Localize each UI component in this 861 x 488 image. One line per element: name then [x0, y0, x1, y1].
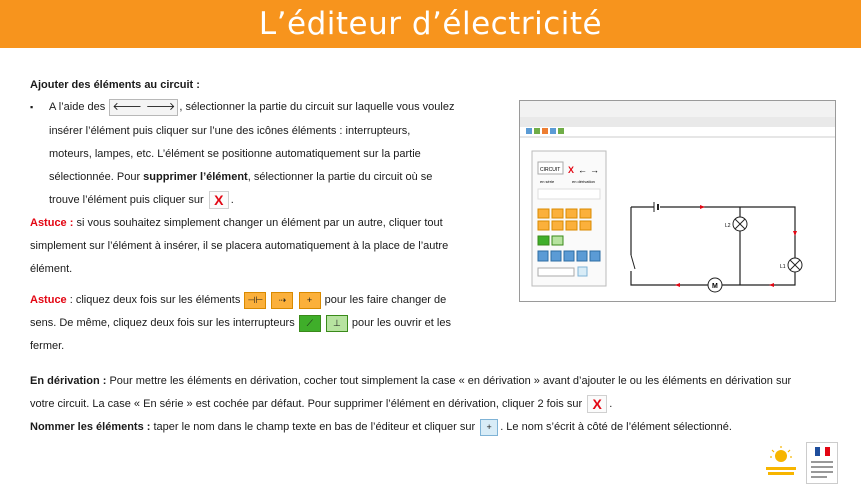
astuce-2-line-3: fermer.: [30, 340, 65, 352]
delete-x-icon: X: [587, 395, 607, 413]
battery-element-icon: ⊣⊢: [244, 292, 266, 309]
derivation-label: En dérivation :: [30, 375, 107, 387]
text-span: . Le nom s’écrit à côté de l’élément sélectionné.: [500, 421, 732, 433]
svg-text:en série: en série: [540, 179, 555, 184]
ministere-education-logo: [806, 442, 838, 484]
editor-screenshot-drawing: [520, 101, 835, 301]
astuce-label: Astuce: [30, 294, 67, 306]
text-span: .: [230, 194, 234, 206]
right-arrow-icon: 🡒: [145, 100, 176, 113]
astuce-1-line-1: [30, 212, 443, 235]
svg-text:←: ←: [578, 165, 587, 175]
text-span: pour les ouvrir et les: [351, 317, 451, 329]
svg-text:→: →: [590, 165, 599, 175]
svg-text:L2: L2: [725, 223, 731, 229]
astuce-2-line-1: [30, 289, 446, 312]
astuce-1-line-3: élément.: [30, 263, 73, 275]
add-line-2: insérer l’élément puis cliquer sur l’une des icônes éléments : interrupteurs,: [49, 125, 411, 137]
generator-element-icon: +: [299, 292, 321, 309]
add-line-4: [49, 166, 432, 189]
derivation-line-1: [30, 370, 791, 393]
text-span: trouve l’élément puis cliquer sur: [49, 194, 204, 206]
switch-open-icon: ⟋: [299, 315, 321, 332]
text-span: , sélectionner la partie du circuit où se: [247, 171, 433, 183]
text-span: .: [609, 398, 613, 410]
switch-closed-icon: ⊥: [326, 315, 348, 332]
add-line-1: [49, 96, 454, 119]
nommer-label: Nommer les éléments :: [30, 421, 151, 433]
add-line-5: [49, 189, 234, 212]
cartable-fantastique-logo: [760, 446, 802, 482]
arrow-buttons-icon: [109, 99, 178, 116]
astuce-label: Astuce :: [30, 217, 74, 229]
text-span: si vous souhaitez simplement changer un élément par un autre, cliquer tout: [73, 217, 443, 229]
add-name-button-icon: +: [480, 419, 498, 436]
editor-screenshot: [519, 100, 836, 302]
bullet-marker: ▪: [30, 102, 34, 112]
delete-element-emphasis: supprimer l’élément: [143, 171, 248, 183]
title-banner: [0, 0, 861, 48]
left-arrow-icon: 🡐: [112, 100, 142, 113]
delete-x-icon: X: [209, 191, 229, 209]
text-span: pour les faire changer de: [324, 294, 447, 306]
astuce-1-line-2: simplement sur l’élément à insérer, il se placera automatiquement à la place de l’autre: [30, 240, 449, 252]
text-span: A l’aide des: [49, 101, 106, 113]
nommer-line: [30, 416, 732, 439]
text-span: , sélectionner la partie du circuit sur laquelle vous voulez: [179, 101, 455, 113]
svg-text:L1: L1: [780, 264, 786, 270]
svg-text:en dérivation: en dérivation: [572, 179, 595, 184]
circuit-button-label: CIRCUIT: [540, 167, 561, 173]
text-span: sélectionnée. Pour: [49, 171, 144, 183]
svg-text:X: X: [568, 165, 575, 175]
text-span: votre circuit. La case « En série » est cochée par défaut. Pour supprimer l’élément en dérivation, cliquer 2 fois sur: [30, 398, 583, 410]
text-span: : cliquez deux fois sur les éléments: [66, 294, 241, 306]
text-span: taper le nom dans le champ texte en bas de l’éditeur et cliquer sur: [150, 421, 476, 433]
astuce-2-line-2: [30, 312, 451, 335]
text-span: sens. De même, cliquez deux fois sur les interrupteurs: [30, 317, 295, 329]
diode-element-icon: ⇢: [271, 292, 293, 309]
motor-label: M: [712, 283, 718, 290]
page-title: L’éditeur d’électricité: [258, 6, 603, 42]
section-heading: Ajouter des éléments au circuit :: [30, 79, 200, 91]
derivation-line-2: [30, 393, 612, 416]
text-span: Pour mettre les éléments en dérivation, cocher tout simplement la case « en dérivation » avant d’ajouter le ou les éléments en dérivation sur: [106, 375, 792, 387]
add-line-3: moteurs, lampes, etc. L’élément se positionne automatiquement sur la partie: [49, 148, 421, 160]
